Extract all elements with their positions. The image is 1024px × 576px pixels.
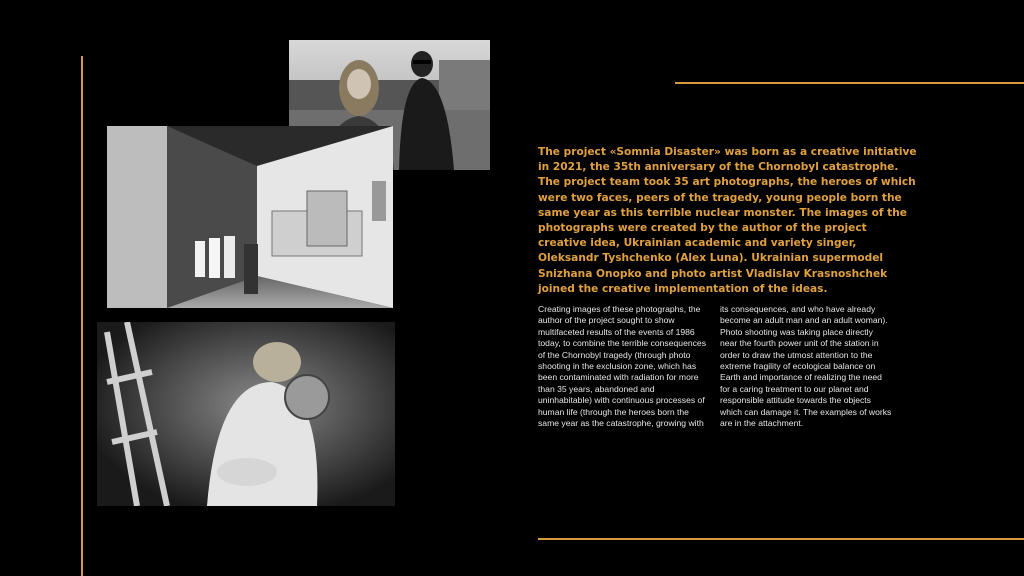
description-column-2: its consequences, and who have already become an adult man and an adult woman). Photo shooting was taking place directly near the fourth power unit of the station in order to draw the utmost attention to the extreme fragility of ecological balance on Earth and importance of realizing the need for a caring treatment to our planet and responsible attitude towards the objects which can damage it. The examples of works are in the attachment.: [720, 304, 892, 429]
bottom-horizontal-accent-line: [538, 538, 1024, 540]
top-horizontal-accent-line: [675, 82, 1024, 84]
photo-woman-with-helmet: [97, 322, 395, 506]
photo-corridor-walk: [107, 126, 393, 308]
project-intro-text: The project «Somnia Disaster» was born as a creative initiative in 2021, the 35th anniversary of the Chornobyl catastrophe. The project team took 35 art photographs, the heroes of which were two faces, peers of the tragedy, young people born the same year as this terrible nuclear monster. The images of the photographs were created by the author of the project creative idea, Ukrainian academic and variety singer, Oleksandr Tyshchenko (Alex Luna). Ukrainian supermodel Snizhana Onopko and photo artist Vladislav Krasnoshchek joined the creative implementation of the ideas.: [538, 146, 917, 295]
description-column-1: Creating images of these photographs, the author of the project sought to show multifaceted results of the events of 1986 today, to combine the terrible consequences of the Chornobyl tragedy (through photo shooting in the exclusion zone, which has been contaminated with radiation for more than 35 years, abandoned and uninhabitable) with continuous processes of human life (through the heroes born the same year as the catastrophe, growing with: [538, 304, 706, 429]
left-vertical-accent-line: [81, 56, 83, 576]
